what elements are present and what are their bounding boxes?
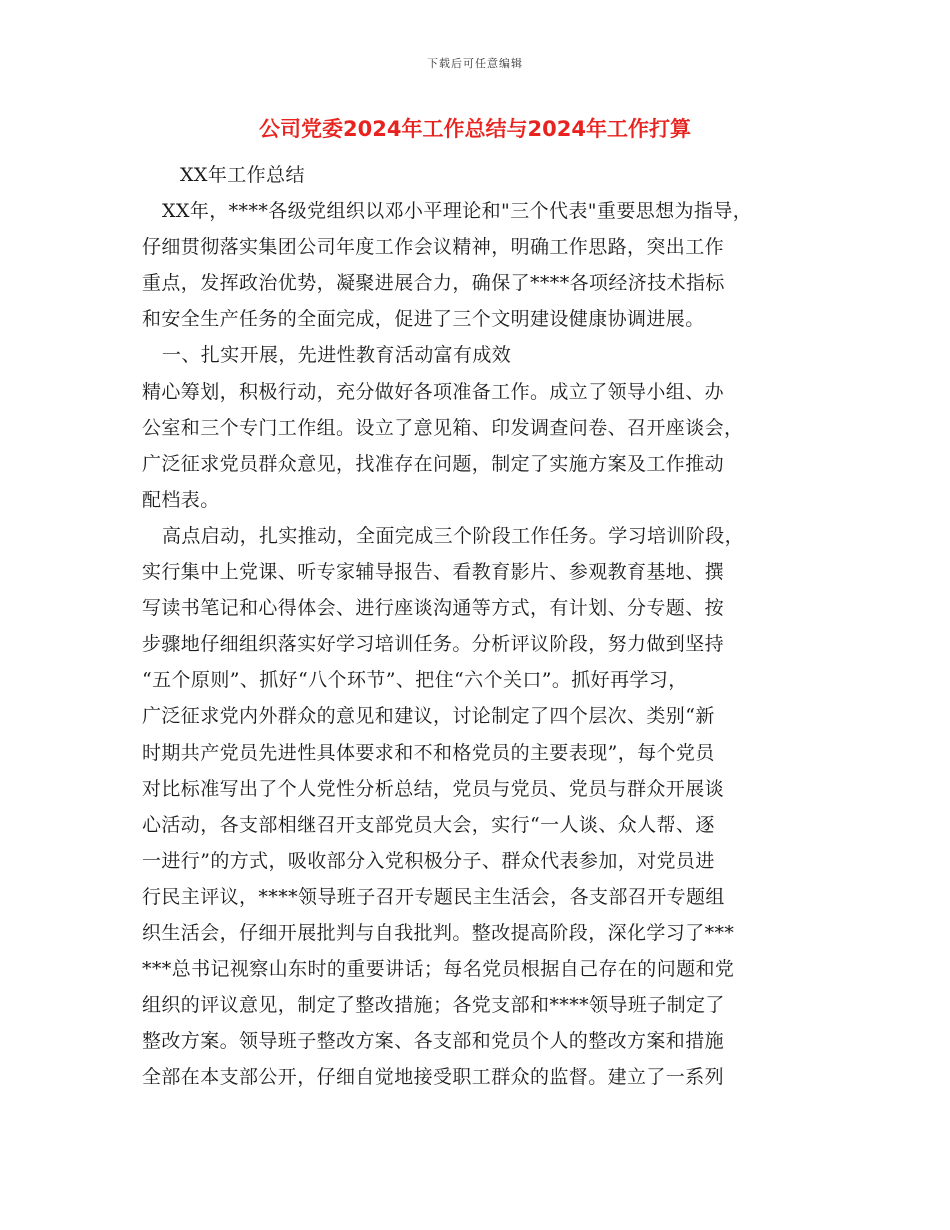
text-line: 对比标准写出了个人党性分析总结，党员与党员、党员与群众开展谈 — [142, 777, 725, 800]
text-line: 广泛征求党员群众意见，找准存在问题，制定了实施方案及工作推动 — [142, 452, 725, 475]
text-line: 公室和三个专门工作组。设立了意见箱、印发调查问卷、召开座谈会， — [142, 416, 744, 439]
text-line: 组织的评议意见，制定了整改措施；各党支部和****领导班子制定了 — [142, 994, 725, 1017]
text-line: 广泛征求党内外群众的意见和建议，讨论制定了四个层次、类别“新 — [142, 705, 715, 728]
text-line: 高点启动，扎实推动，全面完成三个阶段工作任务。学习培训阶段， — [162, 524, 745, 547]
text-line: 配档表。 — [142, 488, 220, 511]
text-line: 时期共产党员先进性具体要求和不和格党员的主要表现”，每个党员 — [142, 741, 715, 764]
text-line: 和安全生产任务的全面完成，促进了三个文明建设健康协调进展。 — [142, 308, 705, 331]
header-note: 下载后可任意编辑 — [427, 57, 523, 70]
text-line: 一进行”的方式，吸收部分入党积极分子、群众代表参加，对党员进 — [142, 849, 715, 872]
text-line: XX年，****各级党组织以邓小平理论和"三个代表"重要思想为指导， — [162, 200, 753, 223]
text-line: 仔细贯彻落实集团公司年度工作会议精神，明确工作思路，突出工作 — [142, 236, 725, 259]
document-body — [142, 157, 814, 1095]
text-line: 行民主评议，****领导班子召开专题民主生活会，各支部召开专题组 — [142, 885, 725, 908]
text-line: 重点，发挥政治优势，凝聚进展合力，确保了****各项经济技术指标 — [142, 272, 725, 295]
text-line: 一、扎实开展，先进性教育活动富有成效 — [162, 344, 512, 367]
text-line: 实行集中上党课、听专家辅导报告、看教育影片、参观教育基地、撰 — [142, 561, 725, 584]
text-line: XX年工作总结 — [180, 164, 305, 186]
text-line: 步骤地仔细组织落实好学习培训任务。分析评议阶段，努力做到坚持 — [142, 633, 725, 656]
document-title: 公司党委2024年工作总结与2024年工作打算 — [259, 117, 691, 141]
text-line: 心活动，各支部相继召开支部党员大会，实行“一人谈、众人帮、逐 — [142, 813, 715, 836]
text-line: 全部在本支部公开，仔细自觉地接受职工群众的监督。建立了一系列 — [142, 1066, 725, 1089]
text-line: 整改方案。领导班子整改方案、各支部和党员个人的整改方案和措施 — [142, 1030, 725, 1053]
text-line: “五个原则”、抓好“八个环节”、把住“六个关口”。抓好再学习， — [142, 669, 688, 692]
text-line: 织生活会，仔细开展批判与自我批判。整改提高阶段，深化学习了*** — [142, 921, 735, 944]
text-line: 精心筹划，积极行动，充分做好各项准备工作。成立了领导小组、办 — [142, 380, 725, 403]
text-line: ***总书记视察山东时的重要讲话；每名党员根据自己存在的问题和党 — [142, 958, 735, 981]
text-line: 写读书笔记和心得体会、进行座谈沟通等方式，有计划、分专题、按 — [142, 597, 725, 620]
